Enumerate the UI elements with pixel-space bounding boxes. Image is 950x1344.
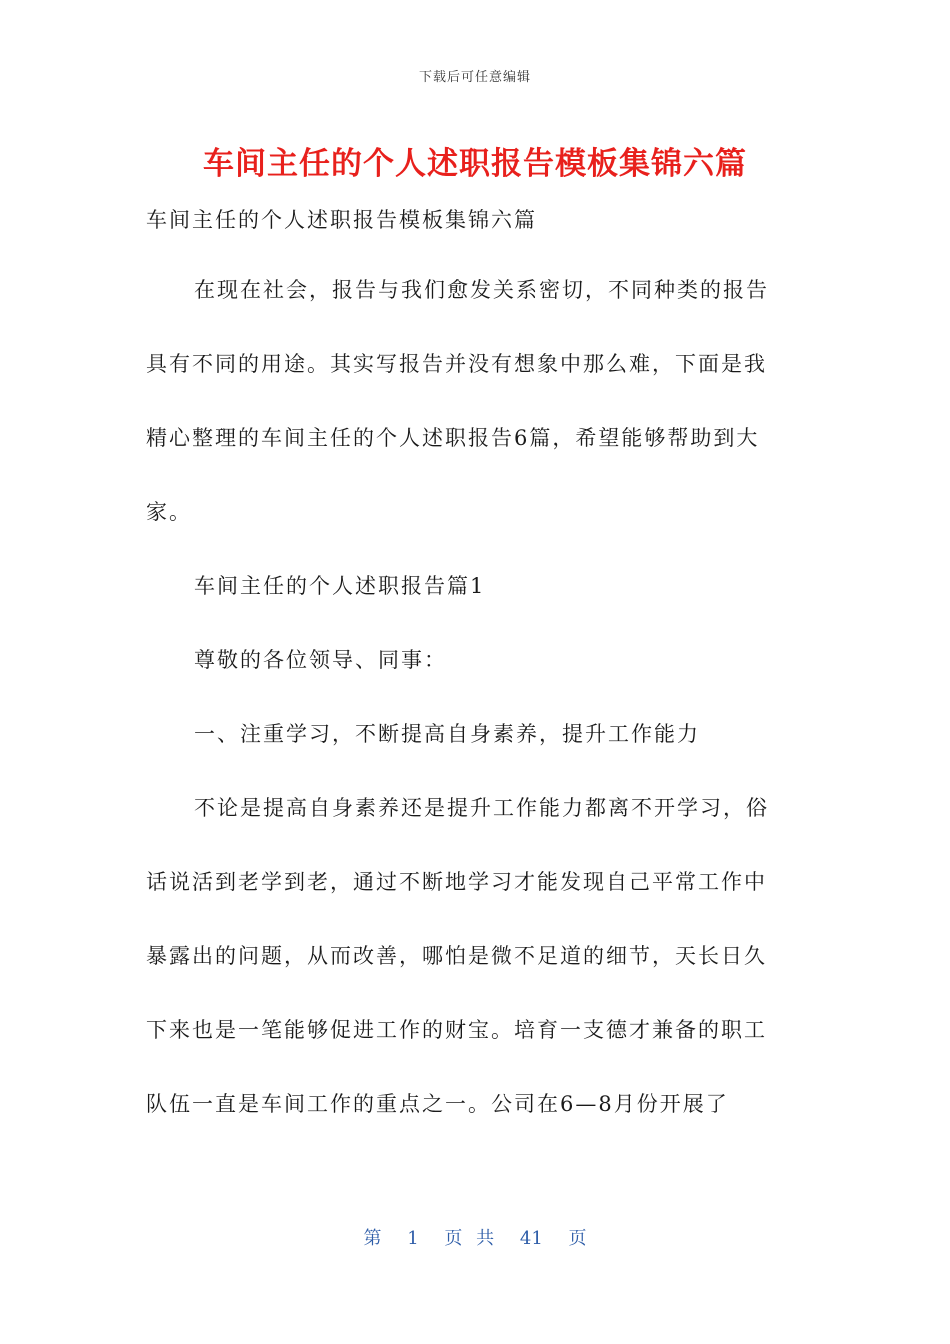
page-footer [0,1224,950,1250]
salutation: 尊敬的各位领导、同事： [194,648,447,672]
document-body [146,196,806,1154]
body-line: 车间主任的个人述职报告模板集锦六篇 [146,208,537,232]
body-line: 下来也是一笔能够促进工作的财宝。培育一支德才兼备的职工 [146,1018,767,1042]
body-line: 队伍一直是车间工作的重点之一。公司在6—8月份开展了 [146,1092,729,1116]
footer-middle: 页 共 [444,1228,495,1249]
body-line: 家。 [146,500,192,524]
footer-page-number: 1 [407,1228,419,1249]
section-heading: 车间主任的个人述职报告篇1 [194,574,486,598]
footer-suffix: 页 [568,1228,587,1249]
subsection-heading: 一、注重学习，不断提高自身素养，提升工作能力 [194,722,700,746]
footer-total-pages: 41 [519,1228,543,1249]
body-line: 话说活到老学到老，通过不断地学习才能发现自己平常工作中 [146,870,767,894]
body-line: 精心整理的车间主任的个人述职报告6篇，希望能够帮助到大 [146,426,760,450]
body-line: 不论是提高自身素养还是提升工作能力都离不开学习，俗 [194,796,769,820]
header-note: 下载后可任意编辑 [418,70,531,85]
body-line: 暴露出的问题，从而改善，哪怕是微不足道的细节，天长日久 [146,944,767,968]
footer-prefix: 第 [363,1228,382,1249]
document-title: 车间主任的个人述职报告模板集锦六篇 [203,146,747,182]
body-line: 具有不同的用途。其实写报告并没有想象中那么难，下面是我 [146,352,767,376]
body-line: 在现在社会，报告与我们愈发关系密切，不同种类的报告 [194,278,769,302]
